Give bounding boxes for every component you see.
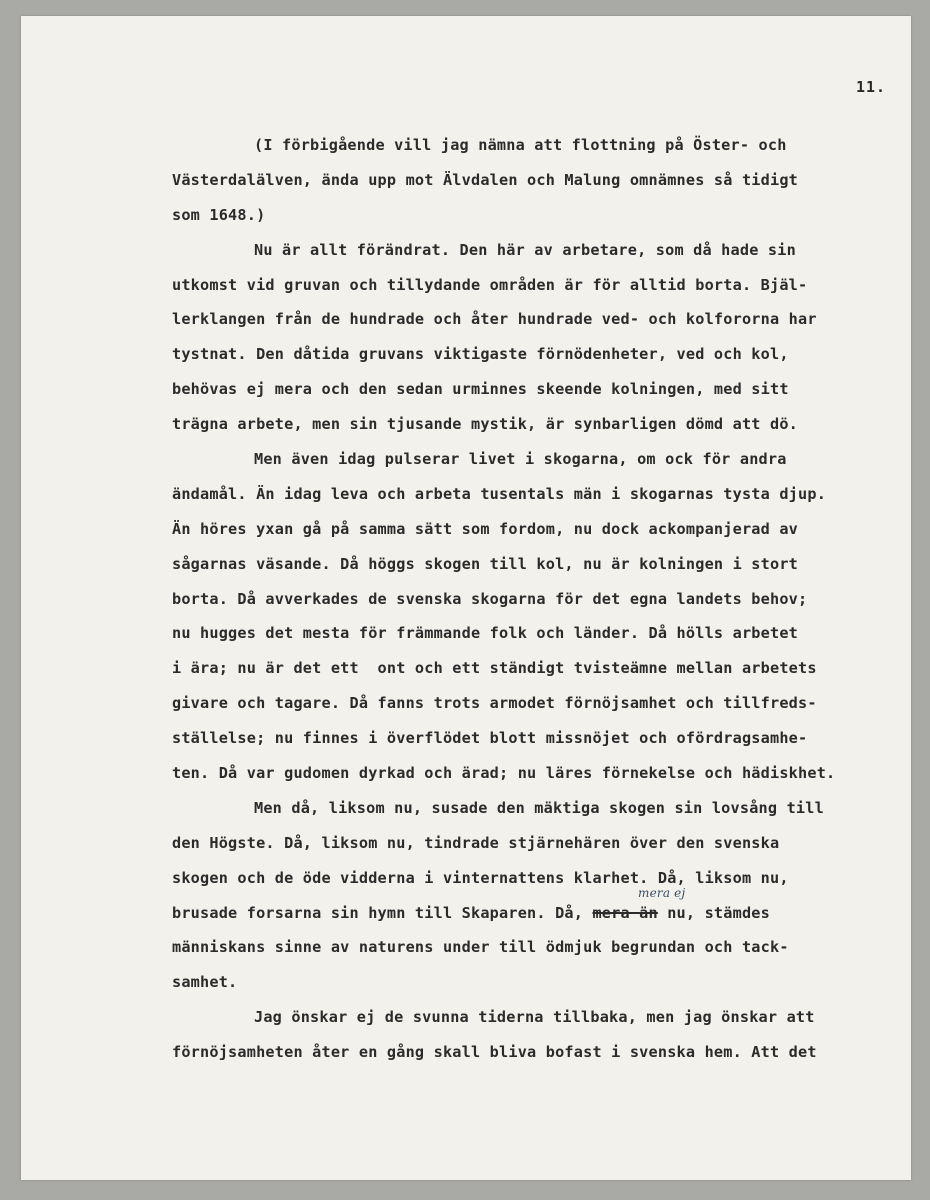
text-line: utkomst vid gruvan och tillydande områden är för alltid borta. Bjäl-: [172, 275, 808, 294]
text-line: ändamål. Än idag leva och arbeta tusentals män i skogarnas tysta djup.: [172, 484, 827, 503]
text-line: tystnat. Den dåtida gruvans viktigaste förnödenheter, ved och kol,: [172, 345, 789, 364]
text-line: givare och tagare. Då fanns trots armodet förnöjsamhet och tillfreds-: [172, 694, 817, 713]
text-line: i ära; nu är det ett ont och ett ständigt tvisteämne mellan arbetets: [172, 659, 817, 678]
text-line: sågarnas väsande. Då höggs skogen till kol, nu är kolningen i stort: [172, 554, 799, 573]
text-line: samhet.: [172, 973, 238, 992]
struck-out-text: mera än: [592, 903, 658, 922]
text-line: behövas ej mera och den sedan urminnes skeende kolningen, med sitt: [172, 380, 789, 399]
page-number: 11.: [856, 78, 887, 96]
text-line: ten. Då var gudomen dyrkad och ärad; nu läres förnekelse och hädiskhet.: [172, 764, 836, 783]
text-line: trägna arbete, men sin tjusande mystik, är synbarligen dömd att dö.: [172, 415, 799, 434]
text-line: som 1648.): [172, 205, 266, 224]
handwritten-correction: mera ej: [638, 885, 686, 900]
text-line: Men då, liksom nu, susade den mäktiga skogen sin lovsång till: [254, 798, 824, 817]
line-text-after: nu, stämdes: [657, 903, 770, 922]
text-line: ställelse; nu finnes i överflödet blott missnöjet och ofördragsamhe-: [172, 729, 808, 748]
text-line: Men även idag pulserar livet i skogarna, om ock för andra: [254, 450, 787, 469]
corrected-text-line: [172, 885, 892, 931]
text-line: förnöjsamheten åter en gång skall bliva bofast i svenska hem. Att det: [172, 1043, 817, 1062]
line-text-before: brusade forsarna sin hymn till Skaparen. Då,: [172, 903, 593, 922]
text-line: (I förbigående vill jag nämna att flottning på Öster- och: [254, 136, 787, 154]
text-line: nu hugges det mesta för främmande folk och länder. Då hölls arbetet: [172, 624, 799, 643]
text-line: Västerdalälven, ända upp mot Älvdalen och Malung omnämnes så tidigt: [172, 170, 799, 189]
typewritten-text-body: [172, 128, 892, 1070]
text-line: Jag önskar ej de svunna tiderna tillbaka, men jag önskar att: [254, 1008, 815, 1027]
text-line: borta. Då avverkades de svenska skogarna för det egna landets behov;: [172, 589, 808, 608]
text-line: den Högste. Då, liksom nu, tindrade stjärnehären över den svenska: [172, 833, 780, 852]
text-line: Nu är allt förändrat. Den här av arbetare, som då hade sin: [254, 240, 796, 259]
text-line: människans sinne av naturens under till ödmjuk begrundan och tack-: [172, 938, 789, 957]
text-line: Än höres yxan gå på samma sätt som fordom, nu dock ackompanjerad av: [172, 519, 799, 538]
text-line: skogen och de öde vidderna i vinternattens klarhet. Då, liksom nu,: [172, 868, 789, 887]
text-line: lerklangen från de hundrade och åter hundrade ved- och kolfororna har: [172, 310, 817, 329]
